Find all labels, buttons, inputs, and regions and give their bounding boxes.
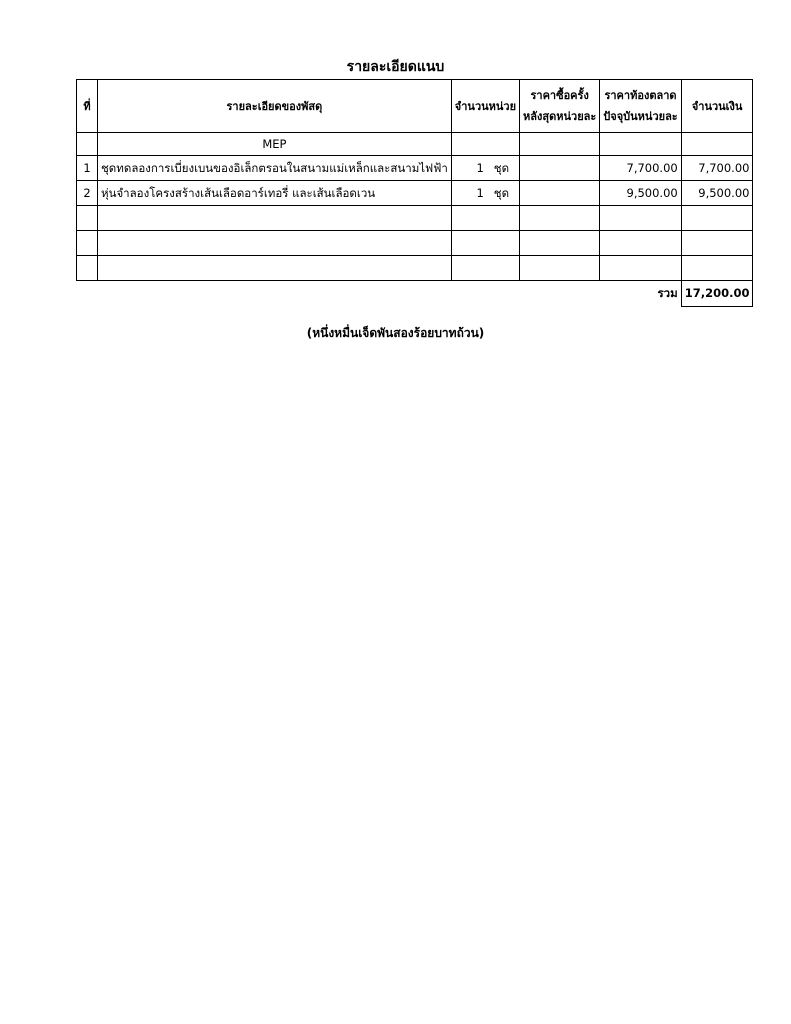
section-row [77,133,753,156]
table-row [77,181,753,206]
header-no: ที่ [77,80,98,133]
item-amount: 7,700.00 [681,156,753,181]
header-last-price-line2: หลังสุดหน่วยละ [523,110,597,123]
item-units [451,181,519,206]
total-label: รวม [600,281,681,307]
item-qty: 1 [476,186,484,200]
total-value: 17,200.00 [681,281,753,307]
item-no: 1 [77,156,98,181]
header-amount: จำนวนเงิน [681,80,753,133]
empty-row [77,206,753,231]
item-units [451,156,519,181]
header-row [77,80,753,133]
section-label: MEP [98,133,452,156]
item-unit: ชุด [493,186,510,200]
total-row [77,281,753,307]
item-description: ชุดทดลองการเบี่ยงเบนของอิเล็กตรอนในสนามแม่เหล็กและสนามไฟฟ้า [98,156,452,181]
header-market-price [600,80,681,133]
empty-row [77,231,753,256]
header-market-price-line1: ราคาท้องตลาด [604,89,677,102]
header-last-price [520,80,600,133]
empty-row [77,256,753,281]
item-amount: 9,500.00 [681,181,753,206]
items-table [76,79,753,307]
amount-in-words: (หนึ่งหมื่นเจ็ดพันสองร้อยบาทถ้วน) [306,326,485,340]
item-qty: 1 [476,161,484,175]
page-title: รายละเอียดแนบ [346,59,445,75]
item-market-price: 7,700.00 [600,156,681,181]
item-no: 2 [77,181,98,206]
header-description: รายละเอียดของพัสดุ [98,80,452,133]
item-last-price [520,156,600,181]
item-unit: ชุด [493,161,510,175]
table-row [77,156,753,181]
header-market-price-line2: ปัจจุบันหน่วยละ [603,110,678,123]
item-last-price [520,181,600,206]
header-last-price-line1: ราคาซื้อครั้ง [530,89,589,102]
header-units: จำนวนหน่วย [451,80,519,133]
item-description: หุ่นจำลองโครงสร้างเส้นเลือดอาร์เทอรี่ และเส้นเลือดเวน [98,181,452,206]
item-market-price: 9,500.00 [600,181,681,206]
